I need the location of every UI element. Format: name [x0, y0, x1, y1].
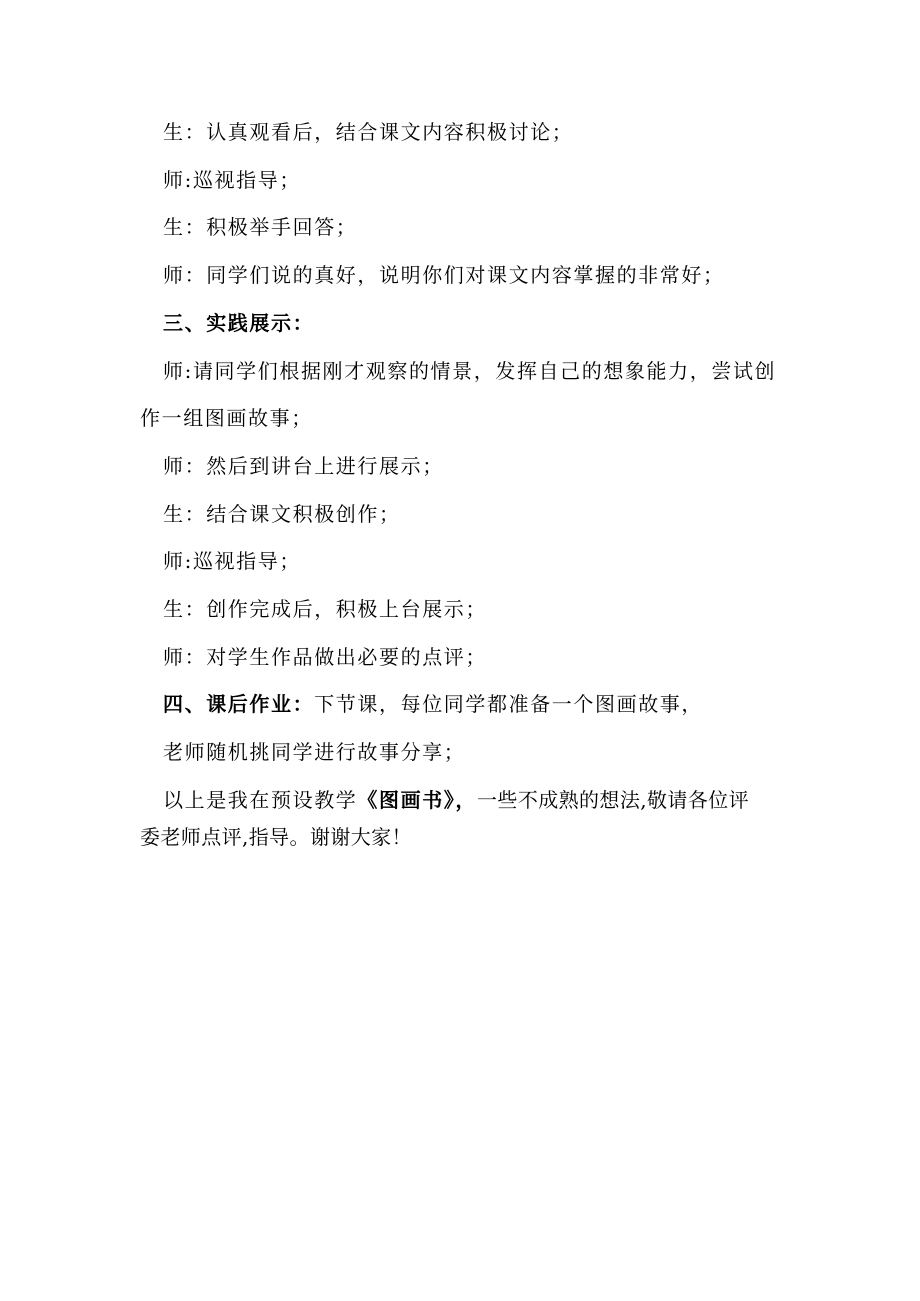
paragraph-closing-cont: 委老师点评,指导。谢谢大家！	[140, 825, 412, 849]
closing-suffix: 一些不成熟的想法,敬请各位评	[477, 788, 749, 812]
paragraph-student-discuss: 生：认真观看后，结合课文内容积极讨论；	[163, 120, 574, 144]
paragraph-homework	[163, 692, 823, 716]
paragraph-teacher-instruction: 师:请同学们根据刚才观察的情景，发挥自己的想象能力，尝试创	[163, 359, 777, 383]
paragraph-teacher-guide: 师:巡视指导；	[163, 168, 301, 192]
paragraph-closing	[163, 788, 823, 812]
paragraph-teacher-praise: 师：同学们说的真好，说明你们对课文内容掌握的非常好；	[163, 263, 725, 287]
closing-prefix: 以上是我在预设教学	[163, 788, 358, 812]
paragraph-teacher-instruction-cont: 作一组图画故事；	[140, 406, 313, 430]
paragraph-student-answer: 生：积极举手回答；	[163, 215, 358, 239]
homework-text: 下节课，每位同学都准备一个图画故事，	[314, 692, 704, 716]
paragraph-student-create: 生：结合课文积极创作；	[163, 502, 401, 526]
book-title: 《图画书》，	[357, 788, 478, 812]
paragraph-teacher-guide-2: 师:巡视指导；	[163, 549, 301, 573]
paragraph-student-show: 生：创作完成后，积极上台展示；	[163, 597, 487, 621]
section-heading-practice: 三、实践展示：	[163, 311, 315, 335]
paragraph-teacher-review: 师：对学生作品做出必要的点评；	[163, 645, 487, 669]
paragraph-homework-cont: 老师随机挑同学进行故事分享；	[163, 740, 466, 764]
section-heading-homework: 四、课后作业：	[163, 692, 315, 716]
paragraph-teacher-present: 师：然后到讲台上进行展示；	[163, 454, 444, 478]
